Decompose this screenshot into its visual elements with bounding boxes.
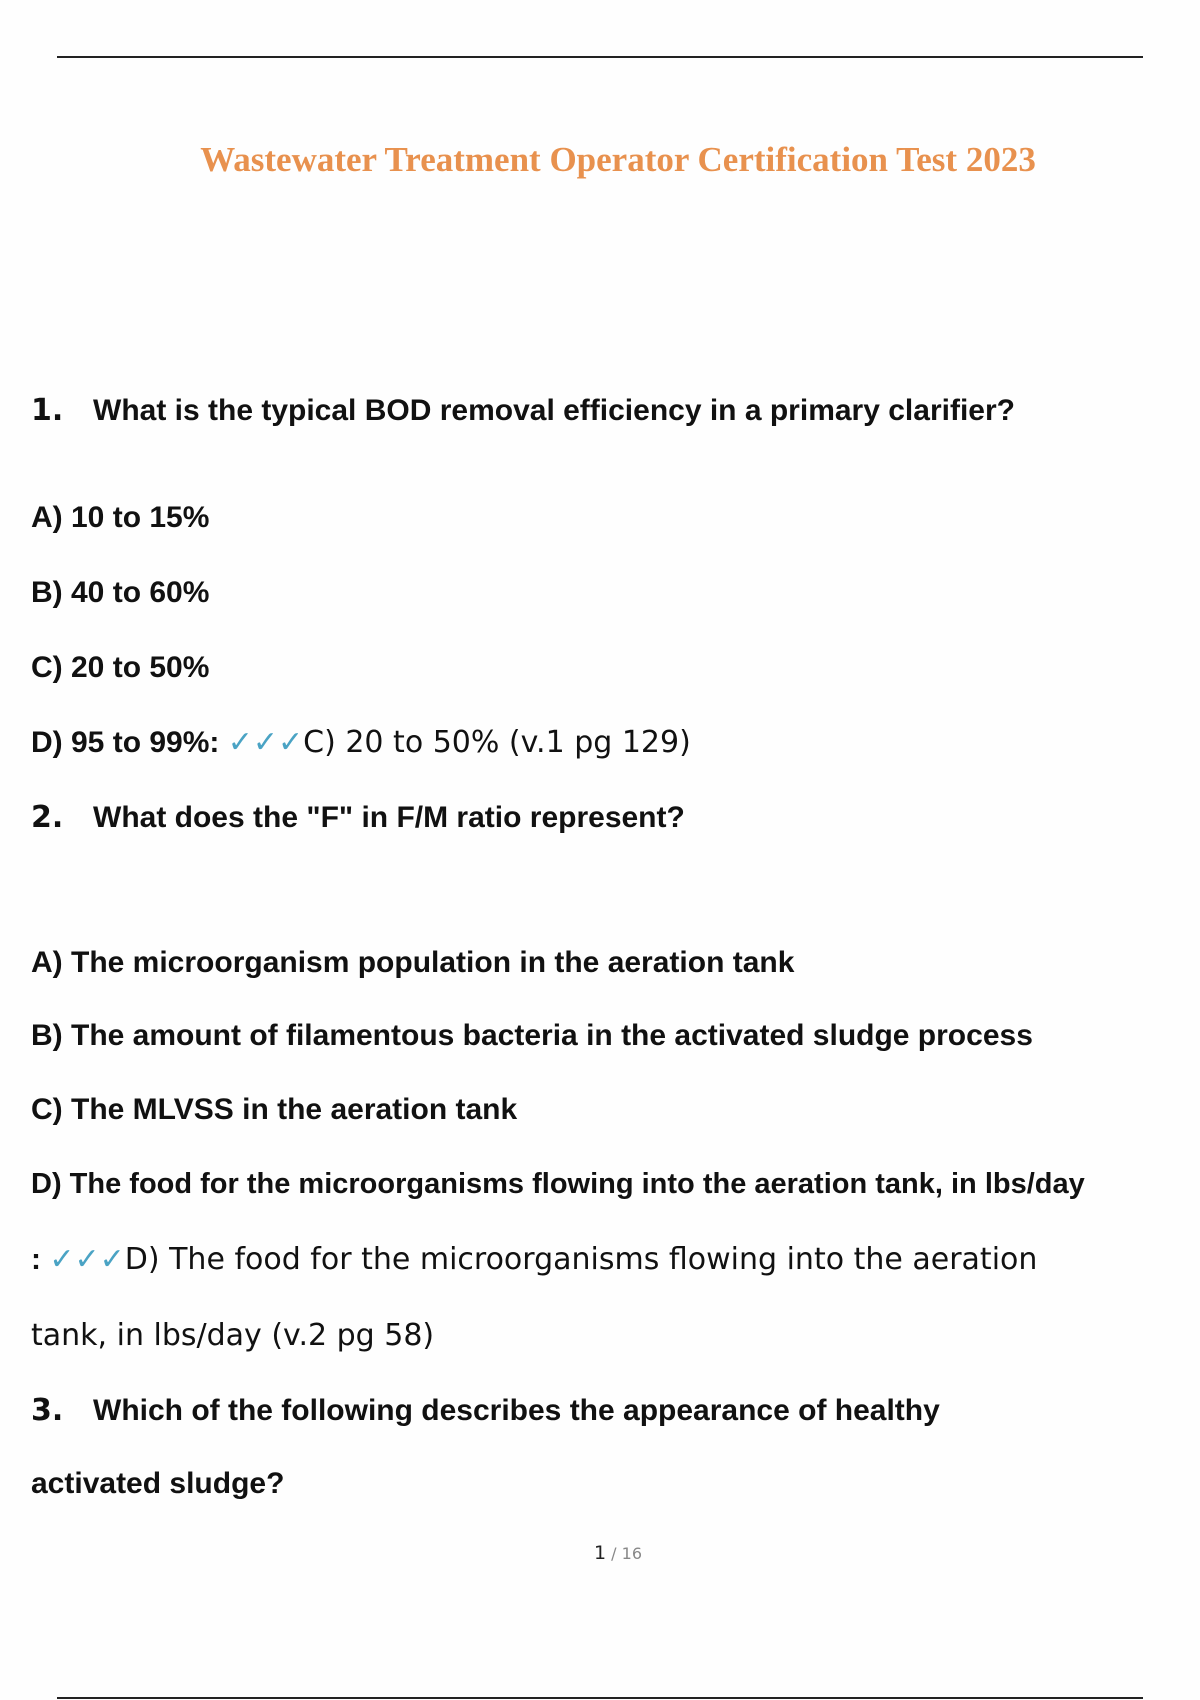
bottom-rule <box>57 1697 1143 1699</box>
top-rule <box>57 56 1143 58</box>
document-title: Wastewater Treatment Operator Certification Test 2023 <box>200 140 1036 179</box>
current-page: 1 <box>593 1542 607 1564</box>
question-text: What does the "F" in F/M ratio represent? <box>93 801 685 834</box>
question-2 <box>31 800 685 835</box>
option-label: A) <box>31 501 63 534</box>
option-text: The food for the microorganisms flowing into the aeration tank, in lbs/day <box>69 1168 1085 1200</box>
q2-answer <box>31 1242 1037 1277</box>
question-number: 3. <box>31 1393 64 1428</box>
page-indicator <box>0 1542 1200 1564</box>
option-text: The MLVSS in the aeration tank <box>71 1093 518 1126</box>
option-text: 10 to 15% <box>71 501 210 534</box>
total-pages: 16 <box>621 1544 642 1563</box>
option-text: The microorganism population in the aeration tank <box>71 946 795 979</box>
option-label: D) <box>31 1168 62 1200</box>
question-text: What is the typical BOD removal efficiency in a primary clarifier? <box>93 394 1015 427</box>
question-3-continued <box>31 1467 284 1501</box>
option-text: 95 to 99%: <box>71 726 220 759</box>
q2-option-c <box>31 1093 517 1127</box>
option-label: C) <box>31 651 63 684</box>
q1-option-b <box>31 576 209 610</box>
q1-option-c <box>31 651 209 685</box>
option-label: A) <box>31 946 63 979</box>
option-label: B) <box>31 576 63 609</box>
question-number: 1. <box>31 393 64 428</box>
q2-option-a <box>31 946 794 980</box>
question-number: 2. <box>31 800 64 835</box>
answer-text: tank, in lbs/day (v.2 pg 58) <box>31 1318 435 1353</box>
question-3 <box>31 1393 940 1428</box>
option-label: D) <box>31 726 63 759</box>
answer-text: D) The food for the microorganisms flowing into the aeration <box>124 1242 1038 1277</box>
question-text: activated sludge? <box>31 1467 285 1500</box>
q2-option-d <box>31 1168 1085 1201</box>
answer-text: C) 20 to 50% (v.1 pg 129) <box>303 725 691 760</box>
page-separator: / <box>606 1544 622 1563</box>
option-text: 40 to 60% <box>71 576 210 609</box>
q2-option-b <box>31 1019 1033 1053</box>
option-text: 20 to 50% <box>71 651 210 684</box>
question-text: Which of the following describes the appearance of healthy <box>93 1394 940 1427</box>
answer-prefix: : <box>31 1243 41 1276</box>
option-label: B) <box>31 1019 63 1052</box>
option-text: The amount of filamentous bacteria in the activated sludge process <box>71 1019 1033 1052</box>
q2-answer-continued <box>31 1318 434 1353</box>
checkmark-icon: ✓✓✓ <box>49 1242 125 1277</box>
checkmark-icon: ✓✓✓ <box>227 725 304 760</box>
question-1 <box>31 393 1015 428</box>
q1-option-d <box>31 725 691 760</box>
q1-option-a <box>31 501 209 535</box>
option-label: C) <box>31 1093 63 1126</box>
